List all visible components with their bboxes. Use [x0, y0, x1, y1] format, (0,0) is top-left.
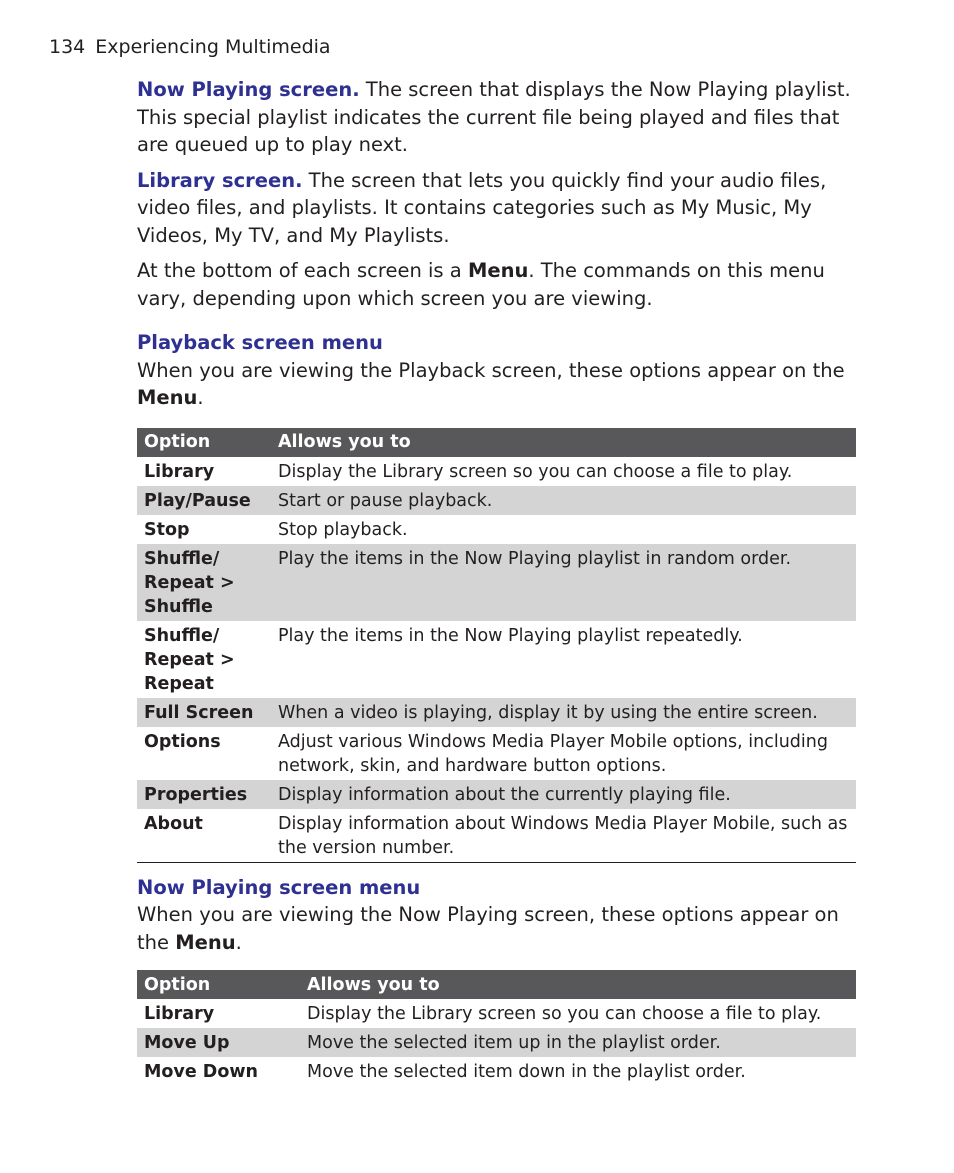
term-now-playing: Now Playing screen.	[137, 78, 360, 101]
option-description: Play the items in the Now Playing playlist in random order.	[271, 544, 856, 621]
col-header-option: Option	[137, 428, 271, 457]
definition-library: The screen that lets you quickly find your audio files, video files, and playlists. It contains categories such as My Music, My Videos, My TV, and My Playlists.	[137, 168, 827, 247]
playback-desc-before: When you are viewing the Playback screen, these options appear on the	[137, 358, 845, 382]
option-name: Options	[144, 731, 221, 752]
section-title: Experiencing Multimedia	[95, 36, 331, 58]
menu-note-after: . The commands on this menu vary, depending upon which screen you are viewing.	[137, 259, 825, 310]
now-playing-menu-description	[137, 901, 857, 956]
col-header-allows: Allows you to	[300, 970, 856, 999]
term-library: Library screen.	[137, 168, 303, 192]
table-row	[137, 999, 856, 1028]
option-name: Library	[144, 1004, 215, 1024]
table-row	[137, 544, 856, 621]
option-description: Display information about Windows Media Player Mobile, such as the version number.	[278, 813, 848, 858]
playback-menu-heading: Playback screen menu	[137, 331, 383, 354]
playback-menu-description	[137, 357, 857, 412]
menu-note-bold: Menu	[467, 259, 529, 282]
option-name: Properties	[137, 780, 271, 809]
playback-table-body	[137, 457, 856, 863]
table-row	[137, 809, 856, 863]
option-description: Play the items in the Now Playing playlist repeatedly.	[278, 625, 743, 646]
option-description: When a video is playing, display it by using the entire screen.	[271, 698, 856, 727]
option-description: Start or pause playback.	[271, 486, 856, 515]
option-name: Library	[144, 461, 215, 482]
option-description: Display the Library screen so you can choose a file to play.	[307, 1004, 822, 1024]
table-header-row	[137, 970, 856, 999]
now-playing-menu-heading: Now Playing screen menu	[137, 875, 421, 899]
option-name: Move Down	[144, 1062, 258, 1082]
option-name: About	[144, 813, 203, 834]
option-description: Display information about the currently playing file.	[271, 780, 856, 809]
page-number: 134	[49, 36, 86, 58]
option-description: Adjust various Windows Media Player Mobile options, including network, skin, and hardware button options.	[278, 731, 828, 776]
playback-menu-table	[137, 428, 856, 863]
option-name: Shuffle/ Repeat > Shuffle	[137, 544, 271, 621]
page-content	[137, 76, 857, 1086]
intro-library	[137, 167, 857, 250]
table-row	[137, 621, 856, 698]
option-description: Stop playback.	[278, 519, 408, 540]
now-playing-menu-table	[137, 970, 856, 1086]
nowplaying-table-body	[137, 999, 856, 1086]
table-row	[137, 698, 856, 727]
table-row	[137, 515, 856, 544]
option-name: Play/Pause	[137, 486, 271, 515]
definition-now-playing: The screen that displays the Now Playing playlist. This special playlist indicates the current file being played and files that are queued up to play next.	[137, 78, 851, 156]
option-description: Move the selected item up in the playlist order.	[300, 1028, 856, 1057]
playback-desc-after: .	[197, 386, 204, 409]
option-name: Full Screen	[137, 698, 271, 727]
option-name: Move Up	[137, 1028, 300, 1057]
playback-desc-bold: Menu	[137, 386, 198, 409]
table-row	[137, 1057, 856, 1086]
table-row	[137, 1028, 856, 1057]
intro-now-playing	[137, 76, 857, 159]
option-description: Move the selected item down in the playlist order.	[307, 1062, 746, 1082]
nowplaying-desc-before: When you are viewing the Now Playing screen, these options appear on the	[137, 903, 839, 954]
table-row	[137, 486, 856, 515]
menu-note-before: At the bottom of each screen is a	[137, 259, 468, 282]
table-row	[137, 457, 856, 486]
nowplaying-desc-bold: Menu	[175, 930, 236, 954]
col-header-allows: Allows you to	[271, 428, 856, 457]
table-header-row	[137, 428, 856, 457]
option-name: Shuffle/ Repeat > Repeat	[144, 625, 235, 694]
col-header-option: Option	[137, 970, 300, 999]
table-row	[137, 780, 856, 809]
page-header	[49, 36, 331, 58]
nowplaying-desc-after: .	[235, 930, 242, 954]
table-row	[137, 727, 856, 780]
option-name: Stop	[144, 519, 190, 540]
option-description: Display the Library screen so you can choose a file to play.	[278, 461, 793, 482]
menu-note	[137, 257, 857, 312]
